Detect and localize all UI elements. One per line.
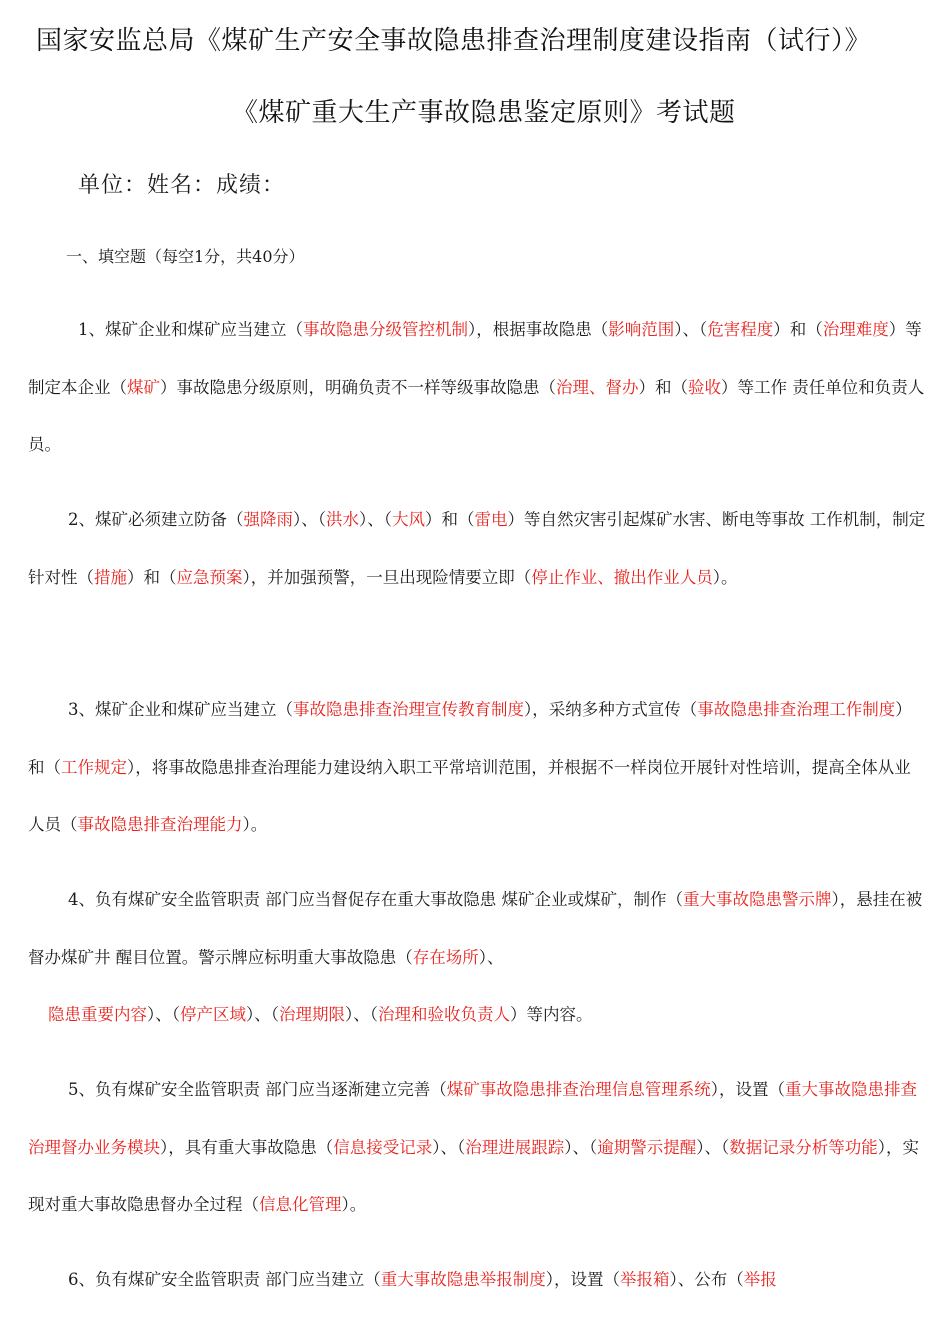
question-text: ）和（ xyxy=(638,377,688,397)
question-text: ）等自然灾害引起煤矿水害、断电等事故 工作机制，制定针对性（ xyxy=(28,510,926,587)
question-text: ），设置（ xyxy=(545,1270,620,1289)
answer-text: 危害程度 xyxy=(707,320,774,339)
answer-text: 治理难度 xyxy=(822,320,889,339)
question-text: ）和（ xyxy=(127,567,177,587)
answer-text: 事故隐患排查治理宣传教育制度 xyxy=(293,700,524,719)
answer-text: 影响范围 xyxy=(608,320,675,339)
answer-text: 煤矿事故隐患排查治理信息管理系统 xyxy=(446,1080,711,1099)
answer-text: 工作规定 xyxy=(61,757,127,777)
answer-text: 信息接受记录 xyxy=(333,1137,433,1157)
question-text: ），根据事故隐患（ xyxy=(468,320,609,339)
answer-text: 事故隐患分级管控机制 xyxy=(303,320,468,339)
question-4 xyxy=(28,871,926,1044)
question-text: ）、 xyxy=(478,947,504,967)
answer-text: 雷电 xyxy=(474,510,508,529)
answer-text: 事故隐患排查治理工作制度 xyxy=(697,700,896,719)
question-text: 6、负有煤矿安全监管职责 部门应当建立（ xyxy=(68,1270,381,1289)
answer-text: 洪水 xyxy=(326,510,359,529)
question-text: ）和（ xyxy=(28,700,912,777)
answer-text: 大风 xyxy=(392,510,425,529)
question-text: ）、公布（ xyxy=(669,1270,744,1289)
question-text: ）、（ xyxy=(696,1137,730,1157)
answer-text: 措施 xyxy=(94,567,127,587)
question-text: ），设置（ xyxy=(710,1080,785,1099)
question-text: ），并加强预警，一旦出现险情要立即（ xyxy=(242,567,532,587)
question-text: ）和（ xyxy=(425,510,475,529)
question-text: ）等内容。 xyxy=(510,1005,593,1024)
answer-text: 强降雨 xyxy=(243,510,293,529)
question-text: ）。 xyxy=(341,1195,367,1214)
question-text: ）、（ xyxy=(293,510,326,529)
answer-text: 治理进展跟踪 xyxy=(465,1137,565,1157)
question-2 xyxy=(28,491,926,606)
question-text: ）和（ xyxy=(773,320,823,339)
question-text: ）、（ xyxy=(564,1137,598,1157)
question-text: ），具有重大事故隐患（ xyxy=(160,1137,334,1157)
answer-text: 治理、督办 xyxy=(556,377,639,397)
question-text: ）、（ xyxy=(432,1137,466,1157)
section-heading: 一、填空题（每空1分，共40分） xyxy=(66,247,305,266)
question-text: ）、（ xyxy=(345,1005,378,1024)
answer-text: 治理期限 xyxy=(279,1005,345,1024)
question-text: ），将事故隐患排查治理能力建设纳入职工平常培训范围，并根据不一样岗位开展针对性培训，提高全体从业人员（ xyxy=(28,757,911,834)
answer-text: 煤矿 xyxy=(127,377,160,397)
question-text: ）、（ xyxy=(147,1005,180,1024)
answer-text: 停产区域 xyxy=(180,1005,246,1024)
document-title-line-1: 国家安监总局《煤矿生产安全事故隐患排查治理制度建设指南（试行）》 xyxy=(36,26,872,56)
question-6 xyxy=(28,1251,926,1309)
question-text: ）等制定本企业（ xyxy=(28,320,922,397)
question-text: 4、负有煤矿安全监管职责 部门应当督促存在重大事故隐患 煤矿企业或煤矿，制作（ xyxy=(68,890,683,909)
question-5 xyxy=(28,1061,926,1234)
question-text: ）。 xyxy=(712,567,738,587)
answer-text: 应急预案 xyxy=(176,567,243,587)
answer-text: 验收 xyxy=(688,377,721,397)
answer-text: 举报 xyxy=(743,1270,777,1289)
answer-text: 重大事故隐患排查治理督办业务模块 xyxy=(28,1080,917,1157)
question-text: 5、负有煤矿安全监管职责 部门应当逐渐建立完善（ xyxy=(68,1080,447,1099)
answer-text: 数据记录分析等功能 xyxy=(729,1137,878,1157)
question-text: ）、（ xyxy=(359,510,392,529)
answer-text: 停止作业、撤出作业人员 xyxy=(531,567,713,587)
answer-text: 事故隐患排查治理能力 xyxy=(77,815,243,834)
question-text: ）、（ xyxy=(246,1005,279,1024)
exam-info-line: 单位：姓名：成绩： xyxy=(78,173,286,198)
question-1 xyxy=(28,301,926,474)
question-text: 2、煤矿必须建立防备（ xyxy=(68,510,244,529)
answer-text: 重大事故隐患举报制度 xyxy=(380,1270,546,1289)
question-text: ）等工作 责任单位和负责人员。 xyxy=(28,377,925,454)
question-text: ），采纳多种方式宣传（ xyxy=(524,700,698,719)
answer-text: 隐患重要内容 xyxy=(48,1005,147,1024)
answer-text: 存在场所 xyxy=(412,947,479,967)
document-title-line-2: 《煤矿重大生产事故隐患鉴定原则》考试题 xyxy=(232,98,736,128)
question-text: 3、煤矿企业和煤矿应当建立（ xyxy=(68,700,293,719)
answer-text: 逾期警示提醒 xyxy=(597,1137,697,1157)
question-text: 1、煤矿企业和煤矿应当建立（ xyxy=(78,320,303,339)
answer-text: 重大事故隐患警示牌 xyxy=(683,890,832,909)
question-text: ），悬挂在被督办煤矿井 醒目位置。警示牌应标明重大事故隐患（ xyxy=(28,890,923,967)
question-text: ），实现对重大事故隐患督办全过程（ xyxy=(28,1137,919,1214)
question-text: ）事故隐患分级原则，明确负责不一样等级事故隐患（ xyxy=(160,377,556,397)
question-3 xyxy=(28,681,926,854)
answer-text: 信息化管理 xyxy=(259,1195,342,1214)
question-text: ）、（ xyxy=(674,320,708,339)
answer-text: 举报箱 xyxy=(620,1270,670,1289)
answer-text: 治理和验收负责人 xyxy=(378,1005,510,1024)
question-text: ）。 xyxy=(242,815,268,834)
